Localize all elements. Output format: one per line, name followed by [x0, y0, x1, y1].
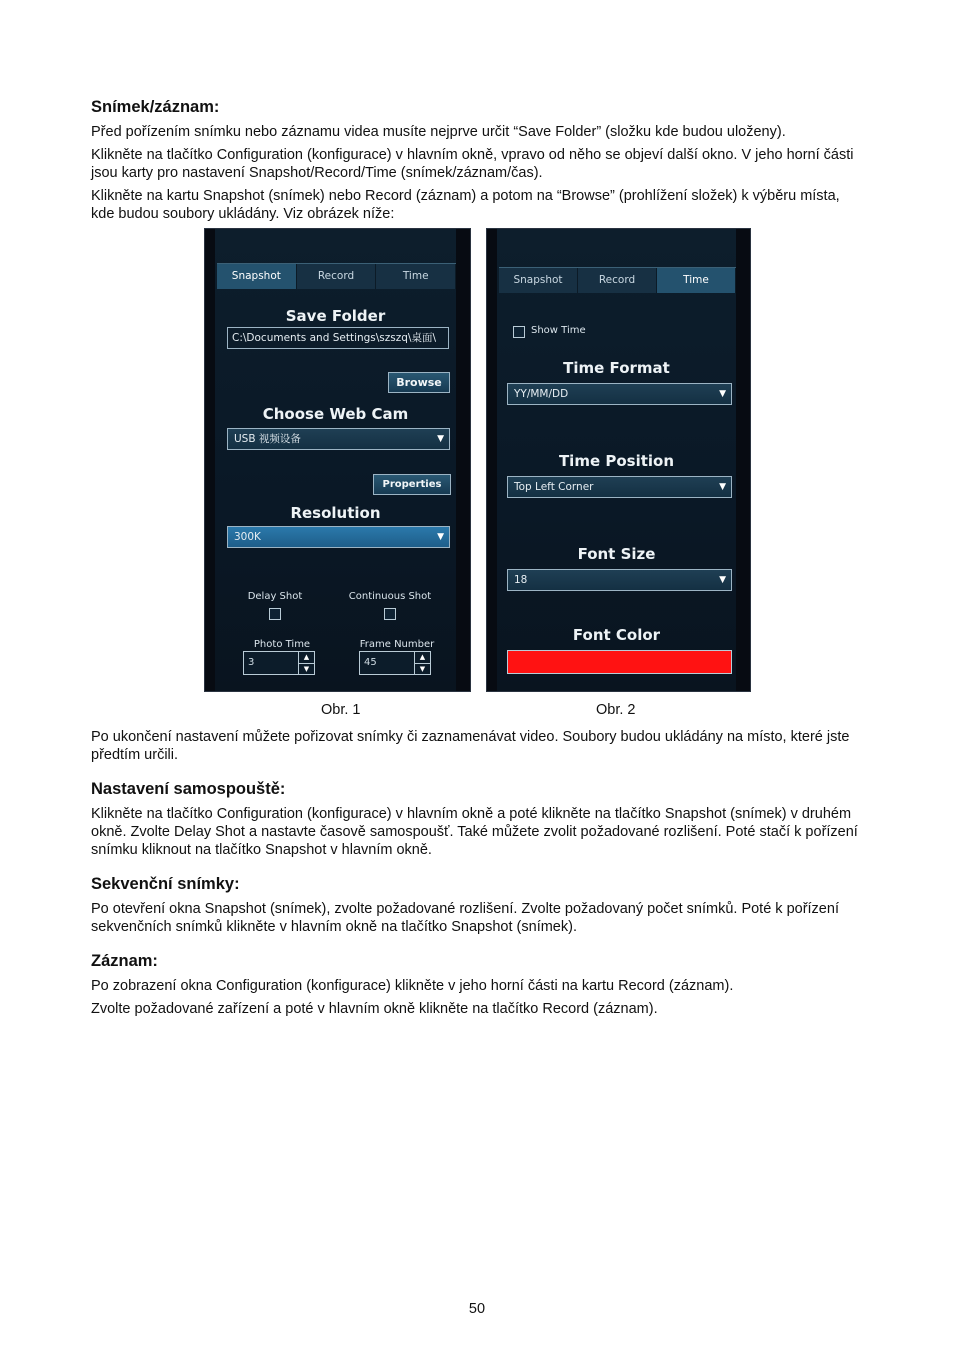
frame-number-stepper[interactable]	[359, 651, 431, 675]
show-time-checkbox[interactable]	[513, 326, 525, 338]
browse-button[interactable]: Browse	[388, 372, 450, 393]
tab-time[interactable]: Time	[376, 264, 456, 289]
delay-shot-label: Delay Shot	[247, 591, 303, 602]
paragraph: Klikněte na tlačítko Configuration (konfigurace) v hlavním okně a poté klikněte na tlačítko Snapshot (snímek) v druhém okně. Zvolte Delay Shot a nastavte časově samospoušť. Také můžete zvolit požadované rozlišení. Poté stačí k pořízení snímku kliknout na tlačítko Snapshot v hlavním okně.	[91, 806, 858, 858]
frame-number-value: 45	[364, 657, 377, 668]
continuous-shot-checkbox[interactable]	[384, 608, 396, 620]
font-size-value: 18	[514, 574, 528, 586]
font-size-select[interactable]	[507, 569, 732, 591]
chevron-down-icon: ▼	[719, 389, 726, 399]
webcam-select[interactable]	[227, 428, 450, 450]
save-folder-title: Save Folder	[285, 307, 386, 325]
tab-snapshot[interactable]: Snapshot	[499, 268, 578, 293]
time-format-title: Time Format	[563, 359, 670, 377]
tab-record[interactable]: Record	[578, 268, 657, 293]
resolution-title: Resolution	[290, 504, 381, 522]
font-color-swatch[interactable]	[507, 650, 732, 674]
photo-time-label: Photo Time	[253, 639, 311, 650]
arrow-down-icon[interactable]: ▼	[299, 663, 314, 674]
webcam-select-value: USB 视频设备	[234, 433, 301, 445]
section-heading-snapshot-record: Snímek/záznam:	[91, 98, 220, 116]
time-position-title: Time Position	[558, 452, 675, 470]
photo-time-value: 3	[248, 657, 255, 668]
choose-webcam-title: Choose Web Cam	[262, 405, 409, 423]
font-color-title: Font Color	[572, 626, 661, 644]
page-number: 50	[468, 1301, 486, 1317]
chevron-down-icon: ▼	[437, 532, 444, 542]
paragraph: Před pořízením snímku nebo záznamu videa musíte nejprve určit “Save Folder” (složku kde budou uloženy).	[91, 124, 786, 140]
delay-shot-checkbox[interactable]	[269, 608, 281, 620]
figure-caption-2: Obr. 2	[596, 702, 636, 718]
resolution-select-value: 300K	[234, 531, 261, 543]
arrow-up-icon[interactable]: ▲	[419, 653, 426, 661]
properties-button[interactable]: Properties	[373, 474, 451, 495]
document-body	[91, 98, 863, 1023]
figures	[91, 228, 863, 728]
figure-time-settings	[486, 228, 751, 692]
time-position-select[interactable]	[507, 476, 732, 498]
font-size-title: Font Size	[577, 545, 656, 563]
tab-time[interactable]: Time	[657, 268, 736, 293]
frame-number-label: Frame Number	[359, 639, 435, 650]
config-tabs	[217, 263, 456, 289]
paragraph: Zvolte požadované zařízení a poté v hlavním okně klikněte na tlačítko Record (záznam).	[91, 1001, 658, 1017]
resolution-select[interactable]	[227, 526, 450, 548]
config-tabs	[499, 267, 736, 293]
time-format-value: YY/MM/DD	[514, 388, 569, 400]
save-folder-path-field[interactable]: C:\Documents and Settings\szszq\桌面\	[227, 327, 449, 349]
arrow-down-icon[interactable]: ▼	[415, 663, 430, 674]
show-time-label: Show Time	[531, 325, 586, 336]
continuous-shot-label: Continuous Shot	[348, 591, 432, 602]
chevron-down-icon: ▼	[437, 434, 444, 444]
tab-snapshot[interactable]: Snapshot	[217, 264, 297, 289]
photo-time-stepper[interactable]	[243, 651, 315, 675]
paragraph: Klikněte na tlačítko Configuration (konfigurace) v hlavním okně, vpravo od něho se objeví další okno. V jeho horní části jsou karty pro nastavení Snapshot/Record/Time (snímek/záznam/čas).	[91, 147, 854, 181]
section-heading-sequential: Sekvenční snímky:	[91, 875, 240, 893]
chevron-down-icon: ▼	[719, 575, 726, 585]
paragraph: Klikněte na kartu Snapshot (snímek) nebo Record (záznam) a potom na “Browse” (prohlížení složek) k výběru místa, kde budou soubory ukládány. Viz obrázek níže:	[91, 188, 840, 222]
paragraph: Po ukončení nastavení můžete pořizovat snímky či zaznamenávat video. Soubory budou ukládány na místo, které jste předtím určili.	[91, 729, 850, 763]
tab-record[interactable]: Record	[297, 264, 377, 289]
figure-caption-1: Obr. 1	[321, 702, 361, 718]
figure-snapshot-settings	[204, 228, 471, 692]
paragraph: Po otevření okna Snapshot (snímek), zvolte požadované rozlišení. Zvolte požadovaný počet snímků. Poté k pořízení sekvenčních snímků klikněte v hlavním okně na tlačítko Snapshot (snímek).	[91, 901, 839, 935]
time-format-select[interactable]	[507, 383, 732, 405]
time-position-value: Top Left Corner	[514, 481, 594, 493]
section-heading-record: Záznam:	[91, 952, 158, 970]
chevron-down-icon: ▼	[719, 482, 726, 492]
section-heading-self-timer: Nastavení samospouště:	[91, 780, 286, 798]
paragraph: Po zobrazení okna Configuration (konfigurace) klikněte v jeho horní části na kartu Record (záznam).	[91, 978, 734, 994]
arrow-up-icon[interactable]: ▲	[303, 653, 310, 661]
